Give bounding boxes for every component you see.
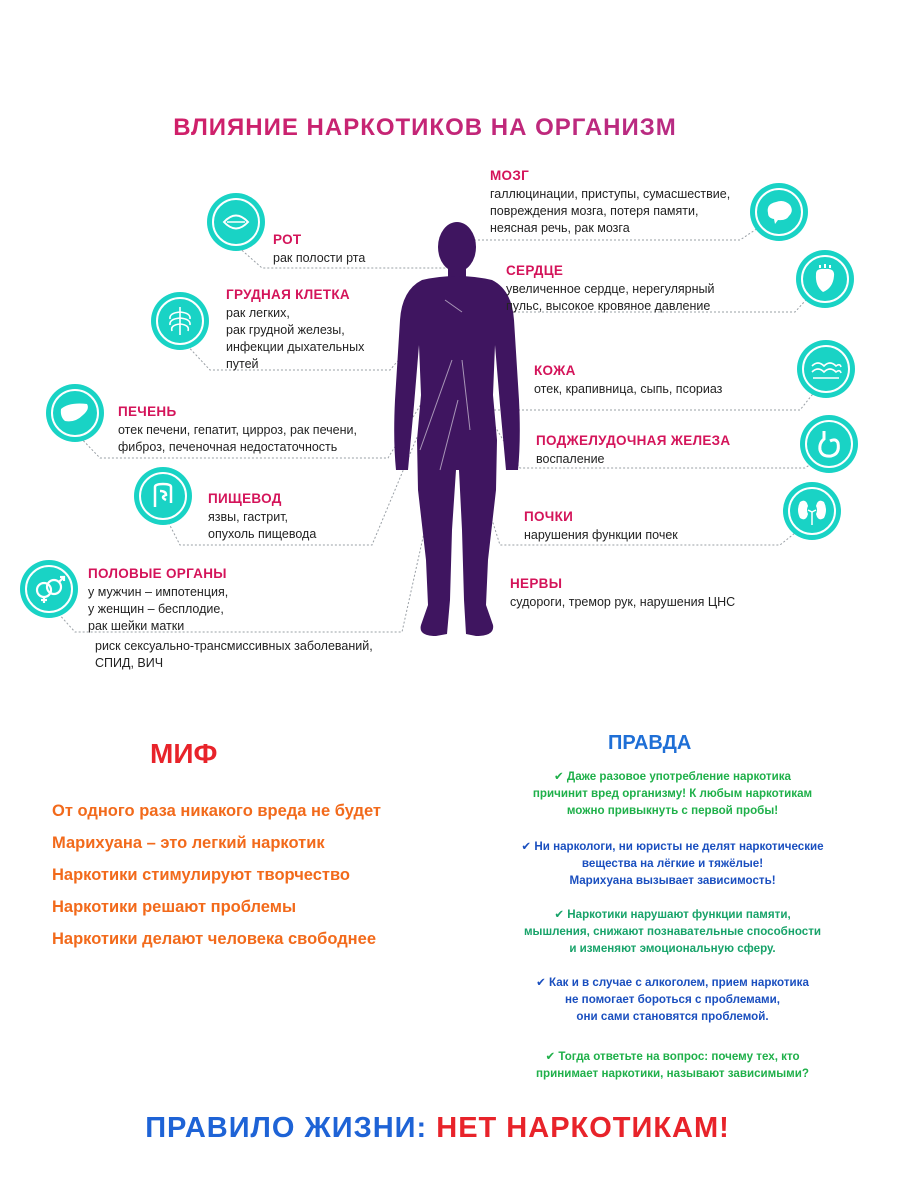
truth-item: ✔ Наркотики нарушают функции памяти, мышления, снижают познавательные способности и изменяют эмоциональную сферу.: [523, 908, 822, 955]
organ-nerves: [510, 576, 735, 611]
organ-desc: галлюцинации, приступы, сумасшествие, повреждения мозга, потеря памяти, неясная речь, рак мозга: [490, 187, 731, 235]
footer-part1: ПРАВИЛО ЖИЗНИ:: [145, 1112, 437, 1144]
organ-name: ГРУДНАЯ КЛЕТКА: [226, 287, 350, 302]
truth-item: ✔ Ни наркологи, ни юристы не делят наркотические вещества на лёгкие и тяжёлые! Марихуана вызывает зависимость!: [521, 840, 824, 887]
organ-esophagus: [208, 491, 316, 543]
truth-item: ✔ Как и в случае с алкоголем, прием наркотика не помогает бороться с проблемами, они сами становятся проблемой.: [536, 976, 809, 1023]
organ-name: ПОДЖЕЛУДОЧНАЯ ЖЕЛЕЗА: [536, 433, 731, 448]
organ-liver: [118, 404, 357, 456]
mouth-icon: [207, 193, 265, 251]
ribcage-icon: [151, 292, 209, 350]
organ-desc: отек, крапивница, сыпь, псориаз: [534, 382, 723, 396]
organ-mouth: [273, 232, 365, 267]
organ-name: ПИЩЕВОД: [208, 491, 282, 506]
organ-desc: увеличенное сердце, нерегулярный пульс, высокое кровяное давление: [506, 282, 715, 313]
organ-desc: судороги, тремор рук, нарушения ЦНС: [510, 595, 736, 609]
intestine-icon: [134, 467, 192, 525]
organ-pancreas: [536, 433, 730, 468]
organ-skin: [534, 363, 722, 398]
kidneys-icon: [783, 482, 841, 540]
organ-desc: нарушения функции почек: [524, 528, 678, 542]
human-silhouette: [394, 222, 520, 636]
organ-name: ПЕЧЕНЬ: [118, 404, 177, 419]
organ-genitals: [88, 566, 228, 635]
stomach-icon: [800, 415, 858, 473]
gender-icon: [20, 560, 78, 618]
organ-desc: у мужчин – импотенция, у женщин – бесплодие, рак шейки матки: [88, 585, 229, 633]
myth-item: Наркотики делают человека свободнее: [52, 930, 376, 948]
heart-icon: [796, 250, 854, 308]
page-title: ВЛИЯНИЕ НАРКОТИКОВ НА ОРГАНИЗМ: [0, 114, 850, 142]
organ-desc: рак полости рта: [273, 251, 366, 265]
organ-chest: [226, 287, 364, 373]
truth-title: ПРАВДА: [608, 732, 692, 754]
footer-slogan: [0, 1112, 875, 1145]
skin-icon: [797, 340, 855, 398]
organ-desc: язвы, гастрит, опухоль пищевода: [208, 510, 317, 541]
organ-desc: отек печени, гепатит, цирроз, рак печени, фиброз, печеночная недостаточность: [118, 423, 357, 454]
std-risk-note: риск сексуально-трансмиссивных заболеваний, СПИД, ВИЧ: [95, 639, 373, 670]
organ-kidneys: [524, 509, 678, 544]
myth-item: Наркотики стимулируют творчество: [52, 866, 350, 884]
organ-brain: [490, 168, 730, 237]
myth-item: От одного раза никакого вреда не будет: [52, 802, 381, 820]
organ-name: РОТ: [273, 232, 302, 247]
organ-name: ПОЧКИ: [524, 509, 574, 524]
organ-name: МОЗГ: [490, 168, 530, 183]
footer-part2: НЕТ НАРКОТИКАМ!: [436, 1112, 730, 1144]
myth-item: Наркотики решают проблемы: [52, 898, 297, 916]
myth-item: Марихуана – это легкий наркотик: [52, 834, 325, 852]
organ-name: КОЖА: [534, 363, 576, 378]
liver-icon: [46, 384, 104, 442]
myth-title: МИФ: [150, 738, 218, 769]
truth-item: ✔ Тогда ответьте на вопрос: почему тех, кто принимает наркотики, называют зависимыми?: [536, 1050, 809, 1080]
organ-name: СЕРДЦЕ: [506, 263, 564, 278]
truth-item: ✔ Даже разовое употребление наркотика причинит вред организму! К любым наркотикам можно привыкнуть с первой пробы!: [532, 770, 813, 817]
organ-heart: [506, 263, 714, 315]
brain-icon: [750, 183, 808, 241]
organ-desc: рак легких, рак грудной железы, инфекции дыхательных путей: [226, 306, 365, 371]
organ-desc: воспаление: [536, 452, 605, 466]
organ-name: ПОЛОВЫЕ ОРГАНЫ: [88, 566, 227, 581]
organ-name: НЕРВЫ: [510, 576, 563, 591]
